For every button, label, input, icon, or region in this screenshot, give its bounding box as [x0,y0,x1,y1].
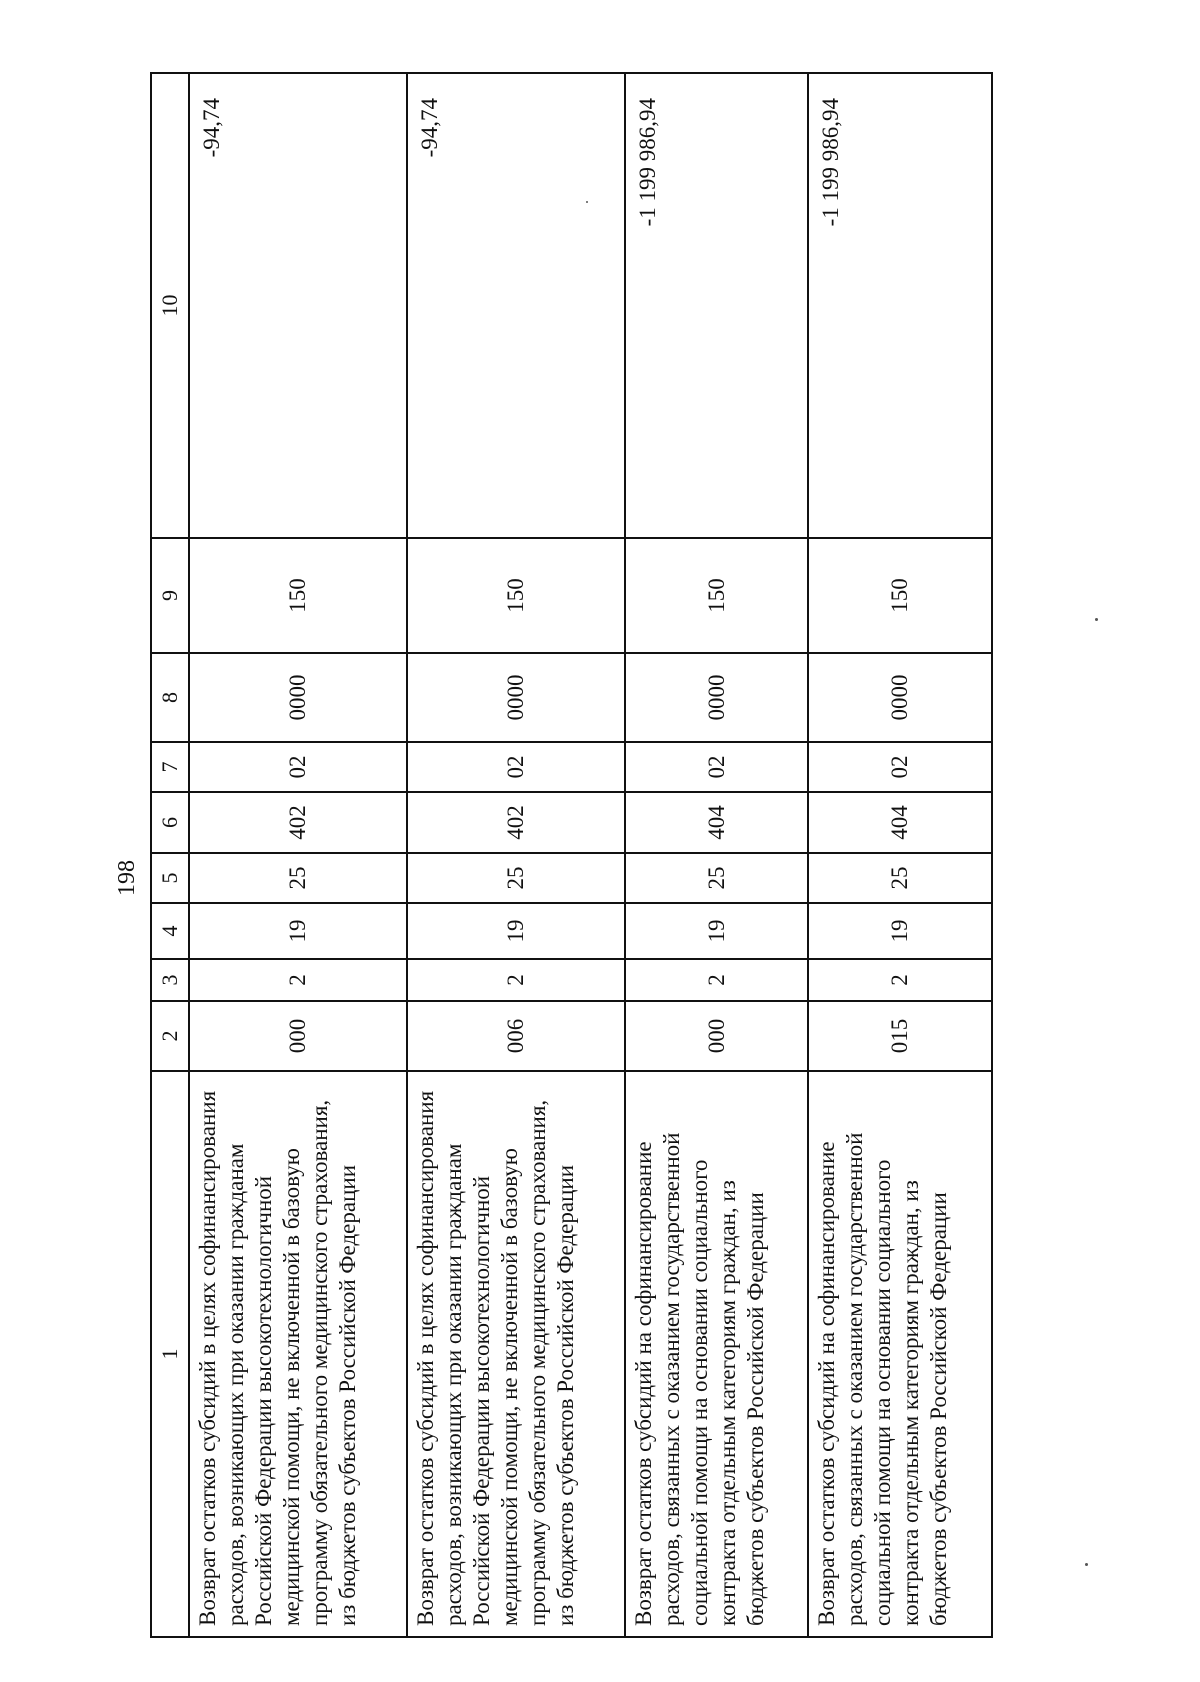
code-cell: 25 [407,853,625,903]
row-description: Возврат остатков субсидий на софинансирование расходов, связанных с оказанием государственной социальной помощи на основании социального контракта отдельным категориям граждан, из бюджетов субъектов Российской Федерации [808,1071,992,1637]
code-cell: 0000 [625,653,809,742]
code-cell: 402 [407,792,625,853]
rotated-page-content [150,74,993,1638]
code-cell: 25 [189,853,407,903]
code-cell: 02 [625,742,809,792]
table-row [625,73,809,1637]
code-cell: 000 [625,1001,809,1071]
column-header: 8 [151,653,189,742]
code-cell: 402 [189,792,407,853]
budget-table [150,72,993,1638]
code-cell: 404 [625,792,809,853]
scan-speck [1095,618,1098,621]
scan-speck [586,201,588,203]
column-header: 7 [151,742,189,792]
column-number-row [151,73,189,1637]
amount-cell: -94,74 [189,73,407,538]
code-cell: 19 [189,903,407,959]
table-row [189,73,407,1637]
scan-speck [1085,1563,1088,1566]
code-cell: 150 [625,538,809,653]
row-description: Возврат остатков субсидий в целях софинансирования расходов, возникающих при оказании гражданам Российской Федерации высокотехнологичной медицинской помощи, не включенной в базовую программу обязательного медицинского страхования, из бюджетов субъектов Российской Федерации [407,1071,625,1637]
code-cell: 0000 [189,653,407,742]
table-row [808,73,992,1637]
code-cell: 2 [407,959,625,1001]
code-cell: 404 [808,792,992,853]
column-header: 9 [151,538,189,653]
column-header: 5 [151,853,189,903]
page-number: 198 [114,860,140,896]
code-cell: 150 [189,538,407,653]
code-cell: 25 [808,853,992,903]
code-cell: 2 [189,959,407,1001]
code-cell: 25 [625,853,809,903]
code-cell: 015 [808,1001,992,1071]
code-cell: 02 [407,742,625,792]
code-cell: 2 [808,959,992,1001]
column-header: 4 [151,903,189,959]
column-header: 6 [151,792,189,853]
amount-cell: -1 199 986,94 [625,73,809,538]
column-header: 3 [151,959,189,1001]
column-header: 1 [151,1071,189,1637]
code-cell: 2 [625,959,809,1001]
column-header: 2 [151,1001,189,1071]
code-cell: 0000 [407,653,625,742]
code-cell: 150 [808,538,992,653]
code-cell: 150 [407,538,625,653]
column-header: 10 [151,73,189,538]
code-cell: 02 [189,742,407,792]
code-cell: 0000 [808,653,992,742]
code-cell: 19 [808,903,992,959]
code-cell: 006 [407,1001,625,1071]
code-cell: 19 [625,903,809,959]
row-description: Возврат остатков субсидий на софинансирование расходов, связанных с оказанием государственной социальной помощи на основании социального контракта отдельным категориям граждан, из бюджетов субъектов Российской Федерации [625,1071,809,1637]
amount-cell: -94,74 [407,73,625,538]
code-cell: 02 [808,742,992,792]
table-row [407,73,625,1637]
code-cell: 19 [407,903,625,959]
row-description: Возврат остатков субсидий в целях софинансирования расходов, возникающих при оказании гражданам Российской Федерации высокотехнологичной медицинской помощи, не включенной в базовую программу обязательного медицинского страхования, из бюджетов субъектов Российской Федерации [189,1071,407,1637]
code-cell: 000 [189,1001,407,1071]
amount-cell: -1 199 986,94 [808,73,992,538]
